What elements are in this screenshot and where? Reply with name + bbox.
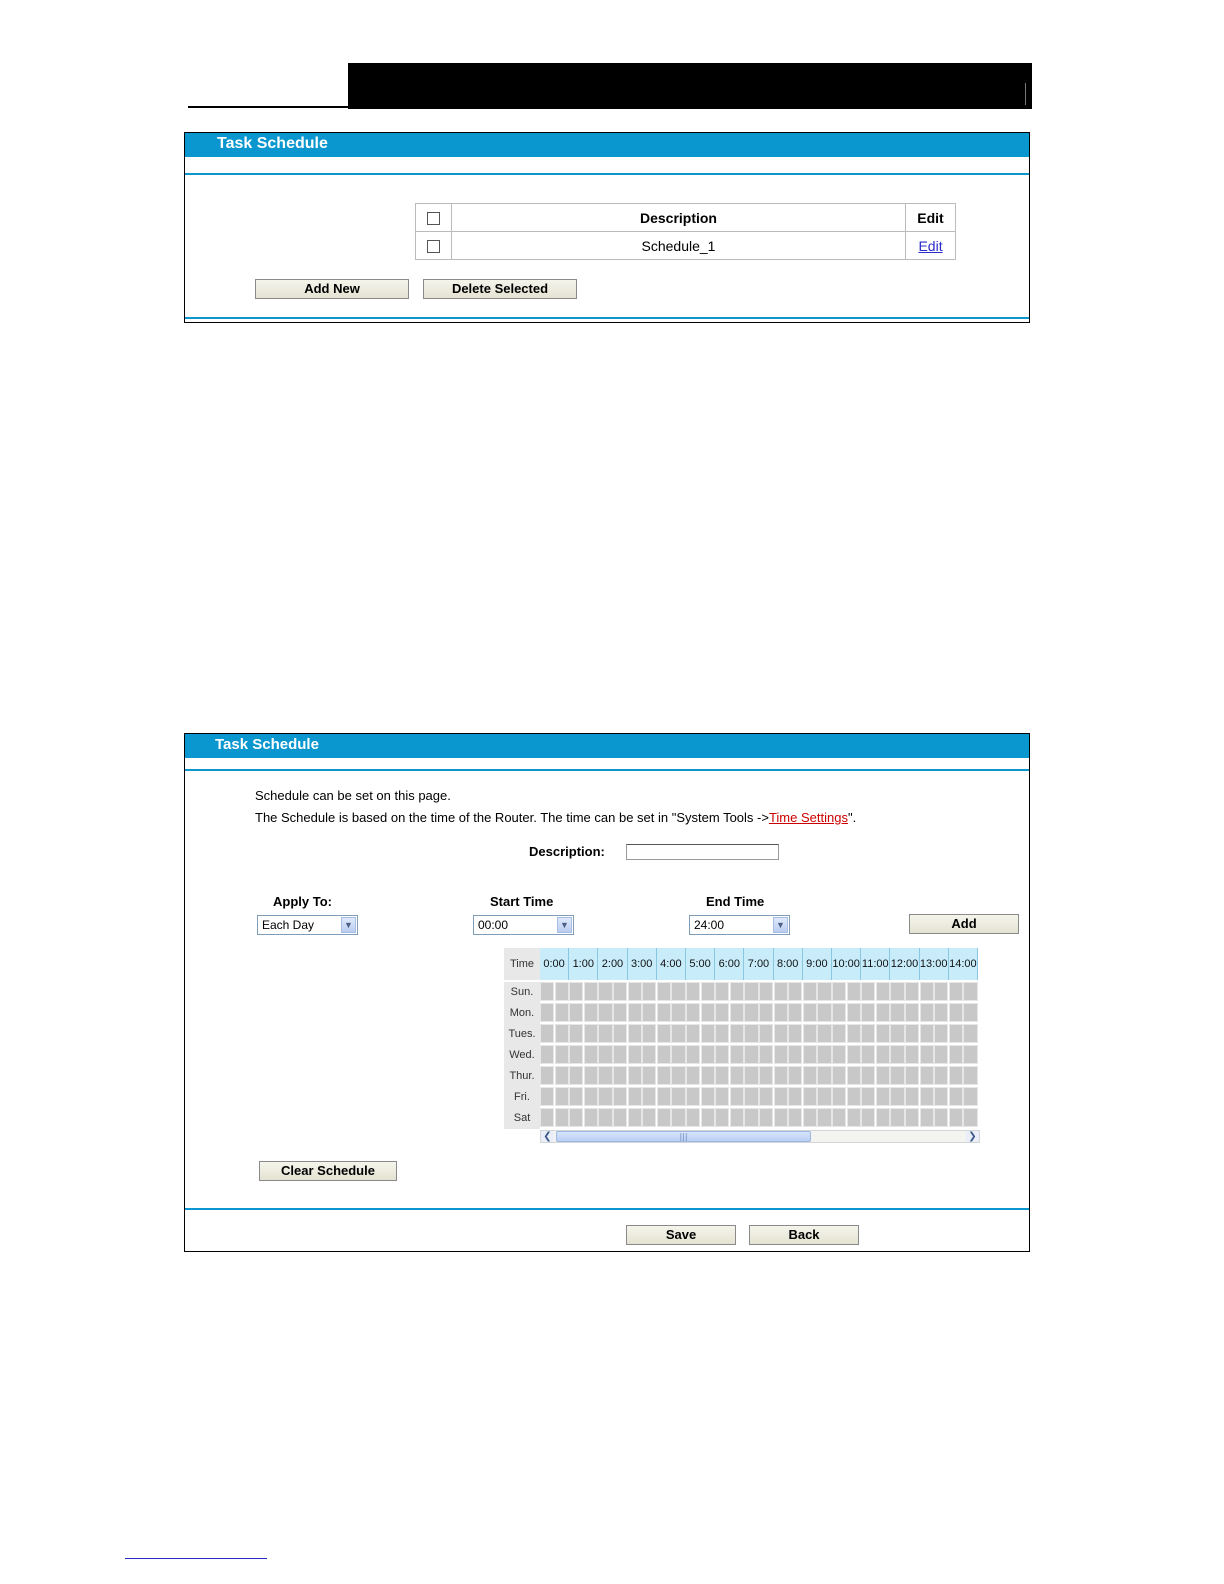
schedule-cell[interactable] <box>657 1003 671 1022</box>
schedule-cell[interactable] <box>671 1045 685 1064</box>
schedule-cell[interactable] <box>803 1003 817 1022</box>
schedule-cell[interactable] <box>832 1045 846 1064</box>
schedule-cell[interactable] <box>832 1108 846 1127</box>
schedule-cell[interactable] <box>949 982 963 1001</box>
intro-text-2 <box>255 810 856 825</box>
schedule-cell[interactable] <box>584 1108 598 1127</box>
schedule-cell[interactable] <box>744 1108 758 1127</box>
schedule-cell[interactable] <box>598 1024 612 1043</box>
schedule-cell[interactable] <box>671 1108 685 1127</box>
schedule-cell[interactable] <box>642 1087 656 1106</box>
schedule-cell[interactable] <box>613 1024 627 1043</box>
schedule-cell[interactable] <box>876 1045 890 1064</box>
schedule-cell[interactable] <box>905 1003 919 1022</box>
schedule-cell[interactable] <box>803 1087 817 1106</box>
schedule-cell[interactable] <box>759 1087 773 1106</box>
schedule-cell[interactable] <box>628 1003 642 1022</box>
panel-header <box>185 734 1029 758</box>
schedule-cell[interactable] <box>701 1066 715 1085</box>
schedule-cell[interactable] <box>598 1003 612 1022</box>
clear-schedule-button[interactable]: Clear Schedule <box>259 1161 397 1181</box>
schedule-cell[interactable] <box>803 1024 817 1043</box>
schedule-cell[interactable] <box>759 982 773 1001</box>
grid-day-label: Fri. <box>504 1087 540 1108</box>
schedule-cell[interactable] <box>628 1087 642 1106</box>
schedule-cell[interactable] <box>788 1003 802 1022</box>
grid-hour-header: 12:00 <box>890 948 919 980</box>
divider <box>185 769 1029 771</box>
schedule-cell[interactable] <box>861 1003 875 1022</box>
schedule-cell[interactable] <box>920 982 934 1001</box>
schedule-cell[interactable] <box>540 1108 554 1127</box>
schedule-cell[interactable] <box>861 1087 875 1106</box>
schedule-cell[interactable] <box>934 1066 948 1085</box>
schedule-cell[interactable] <box>555 1003 569 1022</box>
schedule-cell[interactable] <box>876 1066 890 1085</box>
schedule-cell[interactable] <box>730 1045 744 1064</box>
schedule-cell[interactable] <box>730 1003 744 1022</box>
row-description: Schedule_1 <box>451 232 905 260</box>
schedule-cell[interactable] <box>934 1087 948 1106</box>
schedule-cell[interactable] <box>817 1066 831 1085</box>
schedule-cell[interactable] <box>905 1066 919 1085</box>
schedule-cell[interactable] <box>832 1003 846 1022</box>
schedule-cell[interactable] <box>686 1066 700 1085</box>
schedule-cell[interactable] <box>934 1003 948 1022</box>
schedule-cell[interactable] <box>715 1024 729 1043</box>
schedule-cell[interactable] <box>949 1087 963 1106</box>
schedule-cell[interactable] <box>803 1045 817 1064</box>
schedule-cell[interactable] <box>949 1003 963 1022</box>
schedule-cell[interactable] <box>569 1003 583 1022</box>
schedule-cell[interactable] <box>715 982 729 1001</box>
schedule-cell[interactable] <box>628 1066 642 1085</box>
schedule-cell[interactable] <box>584 1024 598 1043</box>
footer-link-rule <box>125 1558 267 1559</box>
schedule-cell[interactable] <box>774 1087 788 1106</box>
schedule-table <box>415 203 956 260</box>
schedule-cell[interactable] <box>613 1045 627 1064</box>
schedule-cell[interactable] <box>788 1087 802 1106</box>
time-settings-link[interactable]: Time Settings <box>768 810 848 825</box>
schedule-cell[interactable] <box>876 1003 890 1022</box>
schedule-cell[interactable] <box>744 982 758 1001</box>
schedule-cell[interactable] <box>832 1087 846 1106</box>
grid-hour-header: 2:00 <box>598 948 627 980</box>
schedule-cell[interactable] <box>934 1024 948 1043</box>
schedule-cell[interactable] <box>540 1024 554 1043</box>
description-label: Description: <box>529 844 605 859</box>
schedule-cell[interactable] <box>569 1045 583 1064</box>
schedule-cell[interactable] <box>613 1108 627 1127</box>
schedule-cell[interactable] <box>701 1003 715 1022</box>
schedule-cell[interactable] <box>759 1003 773 1022</box>
schedule-cell[interactable] <box>569 1066 583 1085</box>
schedule-cell[interactable] <box>584 1066 598 1085</box>
schedule-cell[interactable] <box>715 1108 729 1127</box>
schedule-cell[interactable] <box>847 982 861 1001</box>
schedule-cell[interactable] <box>642 1045 656 1064</box>
scroll-thumb[interactable]: ||| <box>556 1131 811 1142</box>
schedule-cell[interactable] <box>569 1087 583 1106</box>
schedule-cell[interactable] <box>598 1066 612 1085</box>
schedule-cell[interactable] <box>803 1066 817 1085</box>
schedule-cell[interactable] <box>963 1024 977 1043</box>
schedule-cell[interactable] <box>847 1066 861 1085</box>
schedule-cell[interactable] <box>744 1003 758 1022</box>
schedule-cell[interactable] <box>628 1024 642 1043</box>
grid-day-label: Wed. <box>504 1045 540 1066</box>
schedule-cell[interactable] <box>774 1045 788 1064</box>
schedule-cell[interactable] <box>832 1066 846 1085</box>
scroll-right-icon[interactable]: ❯ <box>966 1131 979 1142</box>
grid-hour-header: 1:00 <box>569 948 598 980</box>
schedule-cell[interactable] <box>963 982 977 1001</box>
chevron-down-icon: ▼ <box>557 917 572 933</box>
schedule-cell[interactable] <box>963 1003 977 1022</box>
schedule-cell[interactable] <box>963 1087 977 1106</box>
schedule-cell[interactable] <box>642 1066 656 1085</box>
schedule-cell[interactable] <box>905 1024 919 1043</box>
grid-day-label: Sat <box>504 1108 540 1129</box>
schedule-cell[interactable] <box>890 1003 904 1022</box>
schedule-cell[interactable] <box>642 1003 656 1022</box>
schedule-cell[interactable] <box>759 1024 773 1043</box>
schedule-cell[interactable] <box>715 1066 729 1085</box>
task-schedule-list-panel <box>184 132 1030 323</box>
schedule-cell[interactable] <box>934 982 948 1001</box>
schedule-cell[interactable] <box>730 982 744 1001</box>
schedule-cell[interactable] <box>890 1108 904 1127</box>
row-select-cell <box>416 232 452 260</box>
end-time-value: 24:00 <box>694 918 725 932</box>
schedule-cell[interactable] <box>905 982 919 1001</box>
divider <box>185 173 1029 175</box>
schedule-cell[interactable] <box>817 1108 831 1127</box>
schedule-grid <box>504 948 982 1143</box>
schedule-cell[interactable] <box>861 1108 875 1127</box>
table-header-row <box>416 204 956 232</box>
grid-hours <box>540 948 980 1143</box>
schedule-cell[interactable] <box>774 1066 788 1085</box>
schedule-cell[interactable] <box>540 1003 554 1022</box>
grid-hour-header: 7:00 <box>744 948 773 980</box>
schedule-cell[interactable] <box>584 1045 598 1064</box>
schedule-cell[interactable] <box>628 1108 642 1127</box>
schedule-cell[interactable] <box>555 982 569 1001</box>
apply-to-value: Each Day <box>262 918 315 932</box>
schedule-cell[interactable] <box>861 982 875 1001</box>
schedule-cell[interactable] <box>555 1045 569 1064</box>
schedule-cell[interactable] <box>715 1045 729 1064</box>
schedule-cell[interactable] <box>759 1108 773 1127</box>
schedule-cell[interactable] <box>963 1066 977 1085</box>
intro-text-2-prefix: The Schedule is based on the time of the Router. The time can be set in "System Tools -> <box>255 810 769 825</box>
end-time-select[interactable] <box>689 915 790 935</box>
schedule-cell[interactable] <box>628 1045 642 1064</box>
schedule-cell[interactable] <box>788 1024 802 1043</box>
schedule-cell[interactable] <box>774 1108 788 1127</box>
schedule-cell[interactable] <box>788 1066 802 1085</box>
delete-selected-button[interactable]: Delete Selected <box>423 279 577 299</box>
schedule-cell[interactable] <box>890 1066 904 1085</box>
schedule-cell[interactable] <box>569 982 583 1001</box>
intro-text-2-suffix: ". <box>847 810 857 825</box>
intro-text-1: Schedule can be set on this page. <box>255 788 451 803</box>
schedule-cell[interactable] <box>598 1087 612 1106</box>
schedule-cell[interactable] <box>555 1024 569 1043</box>
schedule-cell[interactable] <box>817 982 831 1001</box>
schedule-cell[interactable] <box>788 982 802 1001</box>
schedule-cell[interactable] <box>890 982 904 1001</box>
schedule-cell[interactable] <box>963 1045 977 1064</box>
start-time-label: Start Time <box>490 894 554 909</box>
edit-header: Edit <box>906 204 956 232</box>
apply-to-label: Apply To: <box>273 894 332 909</box>
schedule-cell[interactable] <box>774 1024 788 1043</box>
schedule-cell[interactable] <box>876 982 890 1001</box>
schedule-cell[interactable] <box>788 1108 802 1127</box>
schedule-cell[interactable] <box>847 1003 861 1022</box>
schedule-cell[interactable] <box>671 1066 685 1085</box>
schedule-cell[interactable] <box>744 1045 758 1064</box>
grid-hour-header: 11:00 <box>861 948 890 980</box>
schedule-cell[interactable] <box>540 1045 554 1064</box>
schedule-cell[interactable] <box>540 1087 554 1106</box>
grid-hour-header: 9:00 <box>803 948 832 980</box>
schedule-cell[interactable] <box>686 1087 700 1106</box>
schedule-cell[interactable] <box>598 982 612 1001</box>
schedule-cell[interactable] <box>803 982 817 1001</box>
divider <box>185 317 1029 319</box>
grid-day-label: Tues. <box>504 1024 540 1045</box>
schedule-cell[interactable] <box>861 1045 875 1064</box>
start-time-select[interactable] <box>473 915 574 935</box>
task-schedule-edit-panel <box>184 733 1030 1252</box>
schedule-cell[interactable] <box>686 1045 700 1064</box>
schedule-cell[interactable] <box>584 1087 598 1106</box>
schedule-cell[interactable] <box>788 1045 802 1064</box>
schedule-cell[interactable] <box>730 1024 744 1043</box>
back-button[interactable]: Back <box>749 1225 859 1245</box>
header-bar <box>348 63 1032 109</box>
schedule-cell[interactable] <box>949 1066 963 1085</box>
schedule-cell[interactable] <box>584 982 598 1001</box>
schedule-cell[interactable] <box>890 1087 904 1106</box>
schedule-cell[interactable] <box>598 1045 612 1064</box>
grid-hour-header: 14:00 <box>949 948 978 980</box>
schedule-cell[interactable] <box>949 1024 963 1043</box>
schedule-cell[interactable] <box>774 1003 788 1022</box>
grid-hour-header: 3:00 <box>628 948 657 980</box>
save-button[interactable]: Save <box>626 1225 736 1245</box>
edit-link[interactable]: Edit <box>918 237 943 254</box>
schedule-cell[interactable] <box>701 982 715 1001</box>
schedule-cell[interactable] <box>934 1045 948 1064</box>
row-edit-cell <box>906 232 956 260</box>
schedule-cell[interactable] <box>920 1087 934 1106</box>
schedule-cell[interactable] <box>686 1024 700 1043</box>
grid-day-label: Mon. <box>504 1003 540 1024</box>
schedule-cell[interactable] <box>540 1066 554 1085</box>
schedule-cell[interactable] <box>905 1087 919 1106</box>
schedule-cell[interactable] <box>847 1045 861 1064</box>
grid-hour-header: 13:00 <box>920 948 949 980</box>
grid-corner-label: Time <box>504 948 540 980</box>
schedule-cell[interactable] <box>876 1108 890 1127</box>
schedule-cell[interactable] <box>832 982 846 1001</box>
schedule-cell[interactable] <box>920 1108 934 1127</box>
schedule-cell[interactable] <box>701 1108 715 1127</box>
schedule-cell[interactable] <box>744 1087 758 1106</box>
schedule-cell[interactable] <box>701 1087 715 1106</box>
grid-hour-header: 5:00 <box>686 948 715 980</box>
grid-hour-header: 8:00 <box>774 948 803 980</box>
schedule-cell[interactable] <box>657 1066 671 1085</box>
schedule-cell[interactable] <box>686 982 700 1001</box>
schedule-cell[interactable] <box>847 1024 861 1043</box>
panel-title: Task Schedule <box>217 135 328 152</box>
schedule-cell[interactable] <box>657 1108 671 1127</box>
select-all-checkbox[interactable] <box>427 212 440 225</box>
schedule-cell[interactable] <box>657 1045 671 1064</box>
schedule-cell[interactable] <box>905 1045 919 1064</box>
schedule-cell[interactable] <box>642 1024 656 1043</box>
schedule-cell[interactable] <box>876 1087 890 1106</box>
schedule-cell[interactable] <box>555 1108 569 1127</box>
schedule-cell[interactable] <box>613 1087 627 1106</box>
header-rule <box>188 106 348 108</box>
schedule-cell[interactable] <box>920 1045 934 1064</box>
schedule-cell[interactable] <box>890 1024 904 1043</box>
grid-hour-header: 10:00 <box>832 948 861 980</box>
schedule-cell[interactable] <box>628 982 642 1001</box>
schedule-cell[interactable] <box>584 1003 598 1022</box>
schedule-cell[interactable] <box>657 982 671 1001</box>
schedule-cell[interactable] <box>861 1066 875 1085</box>
select-all-cell <box>416 204 452 232</box>
grid-scrollbar[interactable] <box>540 1130 980 1143</box>
schedule-cell[interactable] <box>715 1087 729 1106</box>
schedule-cell[interactable] <box>803 1108 817 1127</box>
table-row <box>416 232 956 260</box>
description-header: Description <box>451 204 905 232</box>
schedule-cell[interactable] <box>613 982 627 1001</box>
schedule-cell[interactable] <box>613 1066 627 1085</box>
schedule-cell[interactable] <box>671 1024 685 1043</box>
schedule-cell[interactable] <box>555 1066 569 1085</box>
schedule-cell[interactable] <box>861 1024 875 1043</box>
schedule-cell[interactable] <box>613 1003 627 1022</box>
schedule-cell[interactable] <box>949 1108 963 1127</box>
row-checkbox[interactable] <box>427 240 440 253</box>
schedule-cell[interactable] <box>730 1108 744 1127</box>
schedule-cell[interactable] <box>817 1045 831 1064</box>
schedule-cell[interactable] <box>876 1024 890 1043</box>
schedule-cell[interactable] <box>847 1087 861 1106</box>
panel-title: Task Schedule <box>215 736 319 753</box>
schedule-cell[interactable] <box>759 1045 773 1064</box>
end-time-label: End Time <box>706 894 765 909</box>
grid-day-label: Sun. <box>504 982 540 1003</box>
apply-to-select[interactable] <box>257 915 358 935</box>
schedule-cell[interactable] <box>686 1003 700 1022</box>
schedule-cell[interactable] <box>569 1024 583 1043</box>
schedule-cell[interactable] <box>598 1108 612 1127</box>
schedule-cell[interactable] <box>759 1066 773 1085</box>
schedule-cell[interactable] <box>949 1045 963 1064</box>
schedule-cell[interactable] <box>715 1003 729 1022</box>
schedule-cell[interactable] <box>671 1003 685 1022</box>
schedule-cell[interactable] <box>686 1108 700 1127</box>
schedule-cell[interactable] <box>817 1087 831 1106</box>
schedule-cell[interactable] <box>657 1024 671 1043</box>
grid-hour-header: 0:00 <box>540 948 569 980</box>
schedule-cell[interactable] <box>701 1045 715 1064</box>
schedule-cell[interactable] <box>847 1108 861 1127</box>
schedule-cell[interactable] <box>569 1108 583 1127</box>
grid-hour-header: 4:00 <box>657 948 686 980</box>
schedule-cell[interactable] <box>657 1087 671 1106</box>
schedule-cell[interactable] <box>555 1087 569 1106</box>
chevron-down-icon: ▼ <box>773 917 788 933</box>
schedule-cell[interactable] <box>642 982 656 1001</box>
schedule-cell[interactable] <box>642 1108 656 1127</box>
schedule-cell[interactable] <box>963 1108 977 1127</box>
grid-day-label: Thur. <box>504 1066 540 1087</box>
schedule-cell[interactable] <box>920 1066 934 1085</box>
chevron-down-icon: ▼ <box>341 917 356 933</box>
schedule-cell[interactable] <box>817 1003 831 1022</box>
schedule-cell[interactable] <box>701 1024 715 1043</box>
schedule-cell[interactable] <box>730 1087 744 1106</box>
description-input[interactable] <box>626 844 779 860</box>
schedule-cell[interactable] <box>817 1024 831 1043</box>
panel-header <box>185 133 1029 157</box>
scroll-left-icon[interactable]: ❮ <box>541 1131 554 1142</box>
divider <box>185 1208 1029 1210</box>
add-button[interactable]: Add <box>909 914 1019 934</box>
add-new-button[interactable]: Add New <box>255 279 409 299</box>
schedule-cell[interactable] <box>774 982 788 1001</box>
start-time-value: 00:00 <box>478 918 509 932</box>
schedule-cell[interactable] <box>744 1066 758 1085</box>
schedule-cell[interactable] <box>730 1066 744 1085</box>
schedule-cell[interactable] <box>744 1024 758 1043</box>
schedule-cell[interactable] <box>905 1108 919 1127</box>
schedule-cell[interactable] <box>540 982 554 1001</box>
schedule-cell[interactable] <box>671 982 685 1001</box>
grid-hour-header: 6:00 <box>715 948 744 980</box>
schedule-cell[interactable] <box>920 1024 934 1043</box>
schedule-cell[interactable] <box>832 1024 846 1043</box>
schedule-cell[interactable] <box>671 1087 685 1106</box>
schedule-cell[interactable] <box>934 1108 948 1127</box>
schedule-cell[interactable] <box>920 1003 934 1022</box>
schedule-cell[interactable] <box>890 1045 904 1064</box>
